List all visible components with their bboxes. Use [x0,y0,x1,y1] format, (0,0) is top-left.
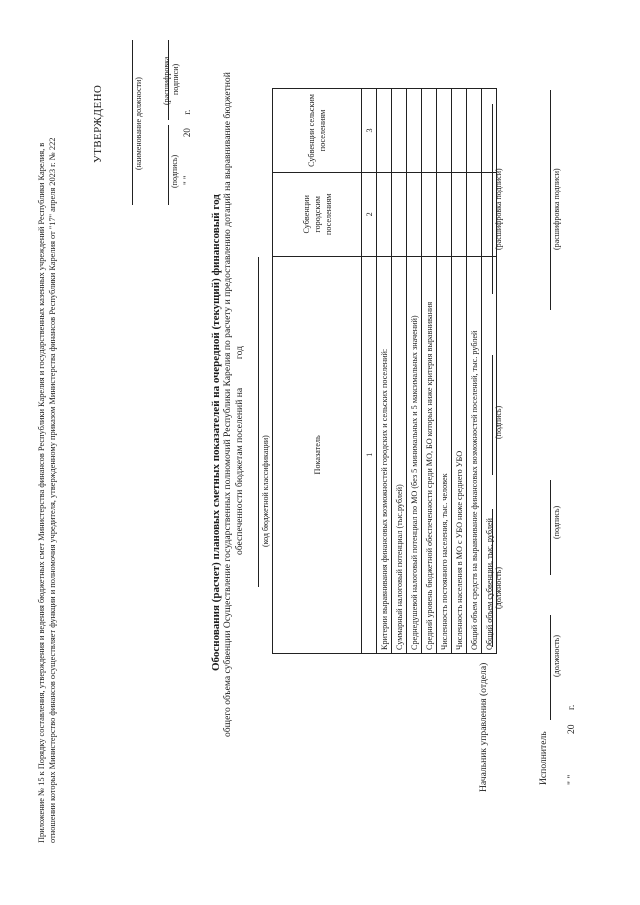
approval-signature-line [168,125,169,205]
header-line-2: отношении которых Министерство финансов осуществляет функции и полномочия учредителя, утвержденному приказом Министерства финансов Республики Карелия от "17" апреля 2023 г. № 222 [48,137,57,843]
executor-position-line [550,615,551,720]
row-value-rural [422,89,437,173]
table-row [377,89,392,654]
row-value-rural [437,89,452,173]
row-value-rural [392,89,407,173]
row-value-urban [422,172,437,256]
approval-date: " " 20 г. [182,109,192,185]
table-row [392,89,407,654]
row-value-urban [452,172,467,256]
table-row [407,89,422,654]
executor-decoding-caption: (расшифровка подписи) [552,168,561,250]
table-header-row [273,89,362,654]
document-subtitle-1: общего объема субвенции Осуществление государственных полномочий Республики Карелия по расчету и предоставлению дотаций на выравнивание бюджетной [222,72,233,737]
row-value-rural [482,89,497,173]
row-value-urban [467,172,482,256]
row-value-urban [392,172,407,256]
approval-title: УТВЕРЖДЕНО [92,84,104,163]
row-value-urban [407,172,422,256]
executor-position-caption: (должность) [552,635,561,677]
approval-decoding-caption-1: (расшифровка [162,56,171,105]
table-row [422,89,437,654]
approval-signature-caption: (подпись) [170,154,179,188]
executor-signature-caption: (подпись) [552,505,561,539]
head-label: Начальник управления (отдела) [478,662,489,792]
header-number-3: 3 [362,89,377,173]
head-decoding-line [492,104,493,294]
header-cell-urban: Субвенции городским поселениям [273,172,362,256]
row-label: Численность населения в МО с УБО ниже среднего УБО [452,256,467,653]
row-label: Средний уровень бюджетной обеспеченности среди МО, БО которых ниже критерия выравнивания [422,256,437,653]
header-cell-indicator: Показатель [273,256,362,653]
header-line-1: Приложение № 15 к Порядку составления, утверждения и ведения бюджетных смет Министерства финансов Республики Карелия и государственных казенных учреждений Республики Карелия, в [37,142,46,843]
row-label: Критерии выравнивания финансовых возможностей городских и сельских поселений: [377,256,392,653]
position-caption: (наименование должности) [134,77,143,170]
row-label: Общий объем субвенции, тыс. рублей [482,256,497,653]
executor-date: " " 20 г. [566,704,577,785]
document-title: Обоснования (расчет) плановых сметных показателей на очередной (текущий) финансовый год [210,194,222,671]
row-value-rural [452,89,467,173]
head-position-line [492,509,493,647]
header-cell-rural: Субвенции сельским поселениям [273,89,362,173]
header-number-2: 2 [362,172,377,256]
table-number-row [362,89,377,654]
row-value-urban [437,172,452,256]
row-label: Численность постоянного населения, тыс. человек [437,256,452,653]
row-value-rural [377,89,392,173]
row-value-rural [407,89,422,173]
row-value-urban [377,172,392,256]
row-label: Среднедушевой налоговый потенциал по МО (без 5 минимальных и 5 максимальных значений) [407,256,422,653]
table-row [437,89,452,654]
head-position-caption: (должность) [494,567,503,609]
table-row [452,89,467,654]
header-number-1: 1 [362,256,377,653]
executor-signature-line [550,480,551,575]
document-subtitle-2: обеспеченности бюджетам поселений на год [234,346,245,555]
row-value-rural [467,89,482,173]
table-row [467,89,482,654]
row-label: Суммарный налоговый потенциал (тыс.рублей) [392,256,407,653]
approval-decoding-caption-2: подписи) [171,63,180,95]
head-signature-caption: (подпись) [494,405,503,439]
position-line [132,40,133,205]
budget-class-line [258,257,259,587]
row-label: Общий объем средств на выравнивание финансовых возможностей поселений, тыс. рублей [467,256,482,653]
head-decoding-caption: (расшифровка подписи) [494,168,503,250]
budget-class-caption: (код бюджетной классификации) [261,435,270,547]
head-signature-line [492,355,493,475]
executor-decoding-line [550,90,551,310]
calculation-table [272,88,497,654]
executor-label: Исполнитель [538,731,549,785]
